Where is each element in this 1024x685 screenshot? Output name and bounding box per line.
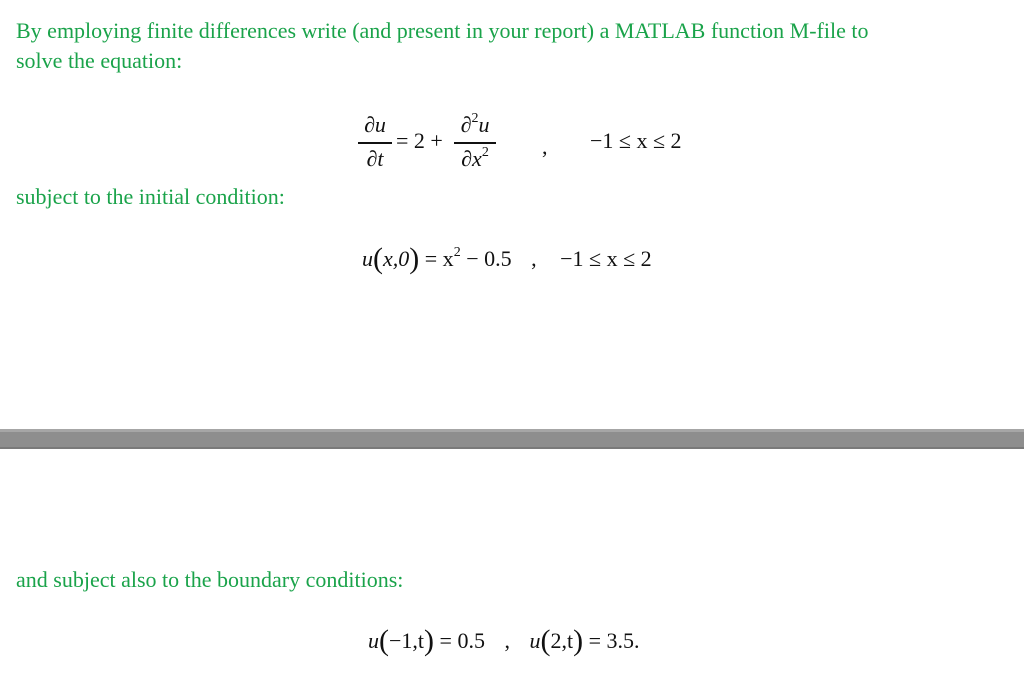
lhs-fraction-bar xyxy=(358,142,392,144)
eq3-right-u: u xyxy=(529,628,541,653)
initial-condition-label: subject to the initial condition: xyxy=(16,184,285,209)
rhs-numerator: ∂$^2$u xyxy=(460,111,490,137)
eq2-args: x,0 xyxy=(383,246,410,271)
intro-line-1: By employing finite differences write (and present in your report) a MATLAB function M-file to xyxy=(16,18,869,43)
boundary-condition-label: and subject also to the boundary conditions: xyxy=(16,567,404,592)
intro-line-2: solve the equation: xyxy=(16,48,183,73)
eq3-left-value: = 0.5 xyxy=(439,628,485,653)
boundary-condition-equation: u(−1,t) = 0.5 , u(2,t) = 3.5. xyxy=(368,624,640,657)
intro-paragraph xyxy=(16,16,1016,76)
eq3-right-value: = 3.5. xyxy=(588,628,640,653)
page-separator xyxy=(0,429,1024,449)
rhs-fraction-bar xyxy=(454,142,496,144)
equation1-domain: −1 ≤ x ≤ 2 xyxy=(590,128,682,153)
eq2-rest: − 0.5 xyxy=(466,246,512,271)
eq2-domain: −1 ≤ x ≤ 2 xyxy=(560,246,652,271)
lhs-denominator: ∂t xyxy=(366,146,384,171)
pde-equation xyxy=(350,112,710,182)
equals-two-plus: = 2 + xyxy=(396,128,443,153)
eq2-comma: , xyxy=(531,246,537,271)
eq3-left-u: u xyxy=(368,628,379,653)
rhs-denominator: $\partial x^2$ xyxy=(461,145,489,171)
equation1-comma: , xyxy=(542,134,548,159)
eq2-u: u xyxy=(362,246,373,271)
eq3-left-args: −1,t xyxy=(389,628,425,653)
eq3-comma: , xyxy=(504,628,510,653)
lhs-numerator: ∂u xyxy=(364,112,386,137)
eq3-right-args: 2,t xyxy=(550,628,574,653)
initial-condition-equation: $u(x,0) = x^2 - 0.5$ , −1 ≤ x ≤ 2 xyxy=(362,242,652,275)
eq2-equals: = x xyxy=(424,246,454,271)
